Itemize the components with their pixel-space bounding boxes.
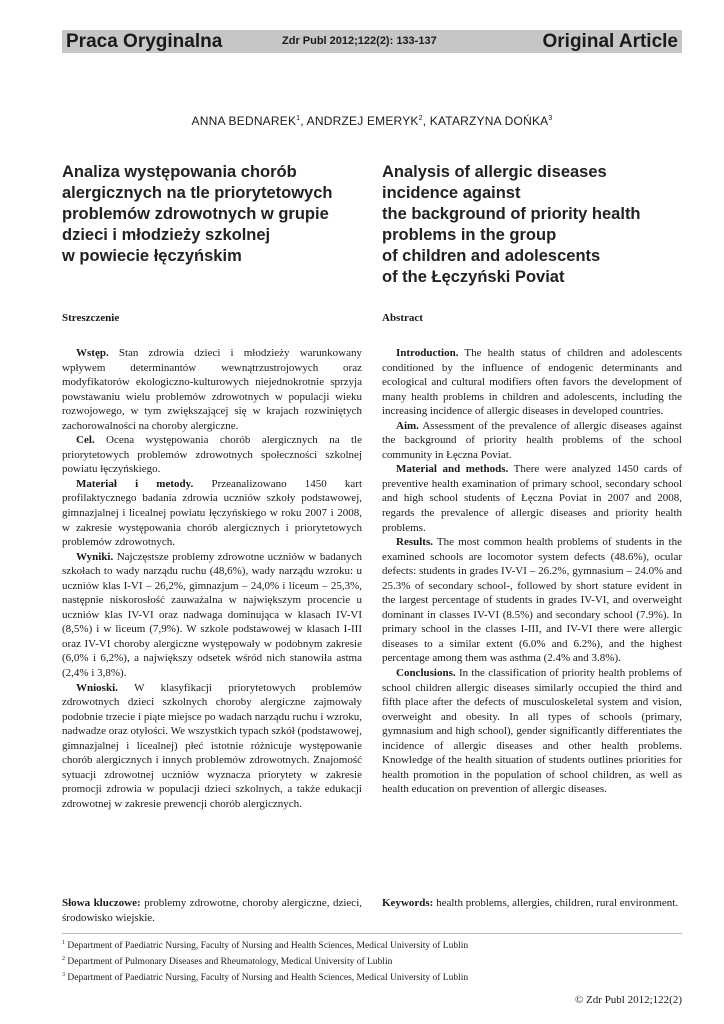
footnote-number: 1 <box>62 940 65 946</box>
abstract-paragraph <box>382 419 682 463</box>
abstract-paragraph <box>62 433 362 477</box>
footnote <box>62 969 682 985</box>
paragraph-text: The health status of children and adolescents conditioned by the influence of endogenic determinants and ecological and cultural modifiers often favors the development of many health problems in children and adolescents, including the increasing incidence of allergic diseases in developed countries. <box>382 347 682 418</box>
author-affiliation-mark: 2 <box>418 115 423 122</box>
article-type-en: Original Article <box>542 31 678 52</box>
abstract-heading-en: Abstract <box>382 312 423 324</box>
abstract-paragraph <box>382 535 682 666</box>
paragraph-text: W klasyfikacji priorytetowych problemów zdrowotnych dzieci szkolnych choroby alergiczne zajmowały podobnie trzecie i piąte miejsce po wadach narządu ruchu i wzroku, nadwadze oraz otyłości. We wszystkich typach szkół (podstawowej, gimnazjalnej i licealnej) płeć istotnie różnicuje występowanie chorób alergicznych i innych problemów zdrowotnych. Znajomość sytuacji zdrowotnej uczniów wyznacza priorytety w zakresie promocji zdrowia w populacji dzieci szkolnych, a także edukacji zdrowotnej w zakresie prewencji chorób alergicznych. <box>62 681 362 810</box>
paragraph-text: Assessment of the prevalence of allergic diseases against the background of priority health problems of the school community in Łęczna Poviat. <box>382 419 682 461</box>
author-list: ANNA BEDNAREK$^1$, ANDRZEJ EMERYK$^2$, KATARZYNA DOŃKA$^3$ <box>191 114 553 128</box>
abstract-paragraph <box>62 477 362 550</box>
author-name: ANNA BEDNAREK <box>191 114 297 128</box>
keywords-label: Słowa kluczowe: <box>62 897 141 909</box>
abstract-body-pl <box>62 346 362 812</box>
paragraph-text: In the classification of priority health problems of school children allergic diseases similarly occupied the third and fifth place after the defects of musculoskeletal system and vision, overweight and obesity. In all types of schools (primary, gymnasium and high school), gender significantly differentiates the incidence of allergic diseases and other health problems. Knowledge of the health situation of students outlines priorities for health promotion in the population of school children, as well as health education on prevention of allergic diseases. <box>382 667 682 796</box>
title-line: w powiecie łęczyńskim <box>62 247 242 265</box>
abstract-paragraph <box>62 346 362 433</box>
title-polish <box>62 162 362 267</box>
author-affiliation-mark: 1 <box>296 115 301 122</box>
paragraph-label: Cel. <box>76 434 95 447</box>
footnote-text: Department of Pulmonary Diseases and Rheumatology, Medical University of Lublin <box>67 957 393 968</box>
paragraph-label: Wstęp. <box>76 347 109 359</box>
footnotes <box>62 937 682 985</box>
author-name: ANDRZEJ EMERYK <box>306 114 419 128</box>
paragraph-label: Aim. <box>396 419 419 432</box>
keywords-text: health problems, allergies, children, rural environment. <box>436 897 679 909</box>
abstract-paragraph <box>62 550 362 681</box>
abstract-body-en <box>382 346 682 797</box>
paragraph-label: Wyniki. <box>76 550 114 563</box>
footnote-text: Department of Paediatric Nursing, Faculty of Nursing and Health Sciences, Medical University of Lublin <box>67 941 469 952</box>
footnote-divider <box>62 933 682 934</box>
title-line: alergicznych na tle priorytetowych <box>62 184 333 202</box>
paragraph-text: Ocena występowania chorób alergicznych na tle priorytetowych problemów zdrowotnych społeczności szkolnej powiatu łęczyńskiego. <box>62 434 362 476</box>
title-english <box>382 162 682 288</box>
paragraph-text: There were analyzed 1450 cards of preventive health examination of primary school, secondary school and high school students of Łęczna Poviat in 2007 and 2008, regards the prevalence of allergic diseases and priority health problems. <box>382 463 682 534</box>
paragraph-label: Introduction. <box>396 347 459 359</box>
title-line: Analysis of allergic diseases <box>382 163 607 181</box>
title-line: problems in the group <box>382 226 557 244</box>
title-line: Analiza występowania chorób <box>62 163 297 181</box>
article-type-pl: Praca Oryginalna <box>66 31 223 52</box>
paragraph-label: Material and methods. <box>396 463 509 476</box>
paragraph-text: Najczęstsze problemy zdrowotne uczniów w badanych szkołach to wady narządu ruchu (48,6%), wady narządu wzroku: u uczniów klas I-VI – 26,2%, gimnazjum – 24,0% i liceum – 25,3%, następnie niskorosłość zauważalna w największym procencie u uczniów klas IV-VI oraz nadwaga dominująca w klasach IV-VI (8,5%) i w liceum (7,9%). W szkole podstawowej w klasach I-III oraz IV-VI choroby alergiczne występowały w podobnym zakresie (6,0% i 6,2%), a największy odsetek wśród nich stanowiła astma (2,4% i 3,8%). <box>62 550 363 680</box>
abstract-paragraph <box>62 681 362 812</box>
footnote <box>62 953 682 969</box>
keywords-label: Keywords: <box>382 897 434 909</box>
title-line: incidence against <box>382 184 521 202</box>
title-line: of children and adolescents <box>382 247 601 265</box>
paragraph-label: Materiał i metody. <box>76 477 194 490</box>
keywords-en <box>382 896 682 911</box>
title-line: of the Łęczyński Poviat <box>382 268 565 286</box>
abstract-paragraph <box>382 462 682 535</box>
paragraph-label: Results. <box>396 536 433 549</box>
author-name: KATARZYNA DOŃKA <box>429 114 549 128</box>
footnote-number: 3 <box>62 972 65 979</box>
paragraph-text: Stan zdrowia dzieci i młodzieży warunkowany wpływem determinantów wewnątrzustrojowych oraz modyfikatorów ekologiczno-kulturowych niejednokrotnie sprzyja powstawaniu wielu problemów zdrowotnych w populacji wieku rozwojowego, w tym zwiększającej się w krajach rozwiniętych zachorowalności na choroby alergiczne. <box>62 347 363 432</box>
keywords-text: problemy zdrowotne, choroby alergiczne, dzieci, środowisko wiejskie. <box>62 897 362 924</box>
journal-citation: Zdr Publ 2012;122(2): 133-137 <box>282 35 437 47</box>
paragraph-label: Conclusions. <box>396 667 456 680</box>
title-line: the background of priority health <box>382 205 641 223</box>
abstract-paragraph <box>382 666 682 797</box>
footnote-number: 2 <box>62 956 65 963</box>
footnote-text: Department of Paediatric Nursing, Faculty of Nursing and Health Sciences, Medical University of Lublin <box>67 973 469 984</box>
paragraph-text: The most common health problems of students in the examined schools are locomotor system defects (48.6%), ocular defects: students in grades IV-VI – 26.2%, gymnasium – 24.0% and 25.3% of secondary school-, followed by short stature evident in the largest percentage of students in grades IV-VI, and overweight dominant in classes IV-VI (8.5%) and secondary school (7.9%). In primary school in the classes I-III, and IV-VI there were allergic diseases to a similar extent (6.0% and 6.2%), and the highest percentage among them was asthma (2.4% and 3.8%). <box>382 536 682 665</box>
abstract-paragraph <box>382 346 682 419</box>
copyright-notice: © Zdr Publ 2012;122(2) <box>574 994 682 1006</box>
paragraph-text: Przeanalizowano 1450 kart profilaktycznego badania zdrowia uczniów szkoły podstawowej, gimnazjalnej i licealnej powiatu łęczyńskiego w roku 2007 i 2008, w zakresie występowania chorób alergicznych i priorytetowych problemów zdrowotnych. <box>62 477 363 549</box>
footnote <box>62 937 682 953</box>
title-line: dzieci i młodzieży szkolnej <box>62 226 271 244</box>
author-affiliation-mark: 3 <box>548 115 553 122</box>
title-line: problemów zdrowotnych w grupie <box>62 205 329 223</box>
journal-header-bar <box>62 30 682 53</box>
abstract-heading-pl: Streszczenie <box>62 312 120 324</box>
keywords-pl <box>62 896 362 925</box>
paragraph-label: Wnioski. <box>76 681 118 694</box>
